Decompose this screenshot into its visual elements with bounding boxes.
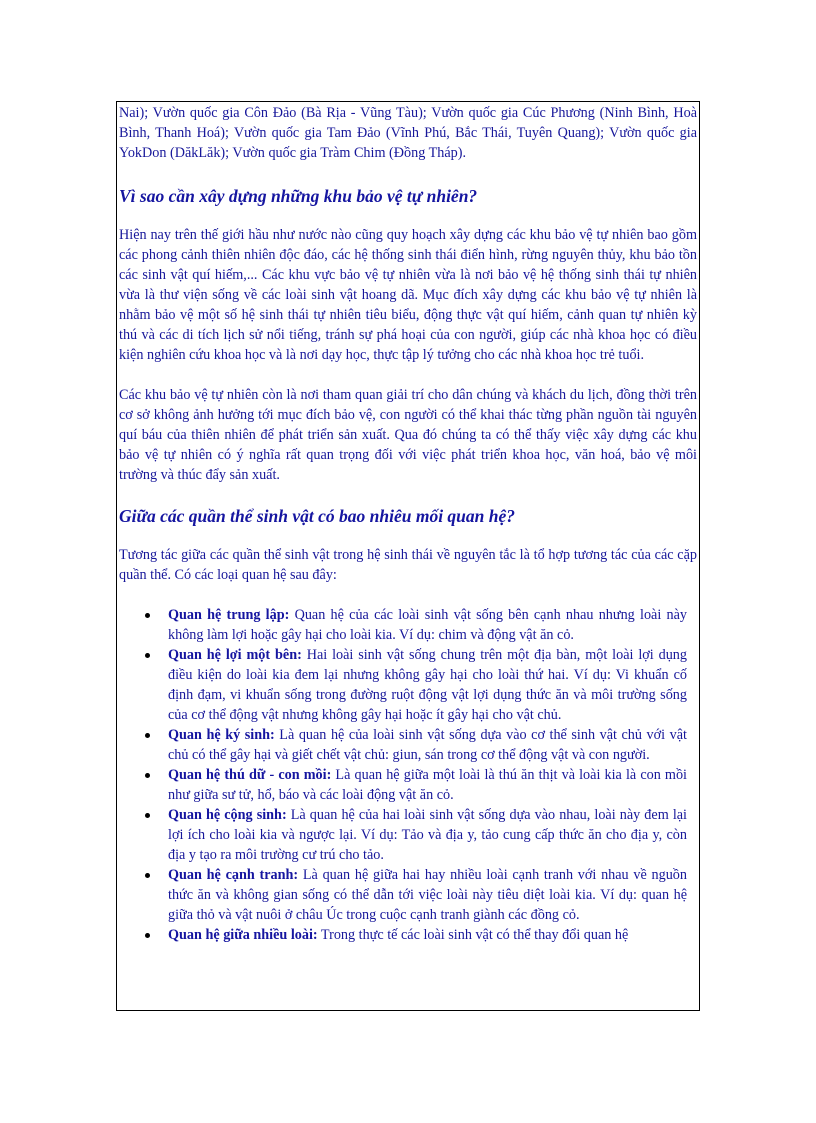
list-item: [168, 725, 697, 765]
list-item-text: Là quan hệ của hai loài sinh vật sống dựa vào nhau, loài này đem lại lợi ích cho loài kia và ngược lại. Ví dụ: Tảo và địa y, tảo cung cấp thức ăn cho địa y, còn địa y tạo ra môi trường cư trú cho tảo.: [168, 807, 687, 863]
list-item-term: Quan hệ giữa nhiều loài:: [168, 927, 318, 943]
list-item: [168, 605, 697, 645]
list-item-text: Hai loài sinh vật sống chung trên một địa bàn, một loài lợi dụng điều kiện do loài kia đem lại nhưng không gây hại cho loài thứ hai. Ví dụ: Vi khuẩn cố định đạm, vi khuẩn sống trong đường ruột động vật lợi dụng thức ăn và môi trường sống của cơ thể động vật nhưng không gây hại hoặc ít gây hại cho vật chủ.: [168, 647, 687, 723]
list-item: [168, 645, 697, 725]
section-heading-protected-areas: Vì sao cần xây dựng những khu bảo vệ tự nhiên?: [119, 186, 478, 206]
list-item-term: Quan hệ cộng sinh:: [168, 807, 287, 823]
section-heading-population-relations: Giữa các quần thể sinh vật có bao nhiêu mối quan hệ?: [119, 506, 516, 526]
paragraph-protected-areas-1: Hiện nay trên thế giới hầu như nước nào cũng quy hoạch xây dựng các khu bảo vệ tự nhiên bao gồm các phong cảnh thiên nhiên độc đáo, các hệ thống sinh thái điển hình, rừng nguyên thủy, khu bảo tồn các sinh vật quí hiếm,... Các khu vực bảo vệ tự nhiên vừa là nơi bảo vệ hệ thống sinh thái tự nhiên vừa là thư viện sống về các loài sinh vật hoang dã. Mục đích xây dựng các khu bảo vệ tự nhiên là nhằm bảo vệ một số hệ sinh thái tự nhiên tiêu biểu, động thực vật quí hiếm, cảnh quan tự nhiên kỳ thú và các di tích lịch sử nổi tiếng, tránh sự phá hoại của con người, giúp các nhà khoa học có điều kiện nghiên cứu khoa học và là nơi dạy học, thực tập lý tưởng cho các nhà khoa học trẻ tuổi.: [119, 227, 697, 363]
list-item-term: Quan hệ ký sinh:: [168, 727, 275, 743]
list-item-term: Quan hệ thú dữ - con mồi:: [168, 767, 332, 783]
paragraph-relations-intro: Tương tác giữa các quần thể sinh vật trong hệ sinh thái về nguyên tắc là tổ hợp tương tác của các cặp quần thể. Có các loại quan hệ sau đây:: [119, 547, 697, 583]
list-item-text: Là quan hệ của loài sinh vật sống dựa vào cơ thể sinh vật chủ với vật chủ có thể gây hại và giết chết vật chủ: giun, sán trong cơ thể động vật và con người.: [168, 727, 687, 763]
list-item-text: Là quan hệ giữa hai hay nhiều loài cạnh tranh với nhau về nguồn thức ăn và không gian sống có thể dẫn tới việc loài này tiêu diệt loài kia. Ví dụ: quan hệ giữa thỏ và vật nuôi ở châu Úc trong cuộc cạnh tranh giành các đồng cỏ.: [168, 867, 687, 923]
list-item: [168, 765, 697, 805]
list-item-text: Trong thực tế các loài sinh vật có thể thay đổi quan hệ: [317, 927, 629, 943]
paragraph-protected-areas-2: Các khu bảo vệ tự nhiên còn là nơi tham quan giải trí cho dân chúng và khách du lịch, đồng thời trên cơ sở không ảnh hưởng tới mục đích bảo vệ, con người có thể khai thác từng phần nguồn tài nguyên quí báu của thiên nhiên để phát triển sản xuất. Qua đó chúng ta có thể thấy việc xây dựng các khu bảo vệ tự nhiên có ý nghĩa rất quan trọng đối với việc phát triển khoa học, văn hoá, bảo vệ môi trường và thúc đẩy sản xuất.: [119, 387, 697, 483]
intro-paragraph: Nai); Vườn quốc gia Côn Đảo (Bà Rịa - Vũng Tàu); Vườn quốc gia Cúc Phương (Ninh Bình, Hoà Bình, Thanh Hoá); Vườn quốc gia Tam Đảo (Vĩnh Phú, Bắc Thái, Tuyên Quang); Vườn quốc gia YokDon (DăkLăk); Vườn quốc gia Tràm Chim (Đồng Tháp).: [119, 105, 697, 161]
page-frame: [116, 101, 700, 1011]
list-item-text: Là quan hệ giữa một loài là thú ăn thịt và loài kia là con mồi như giữa sư tử, hổ, báo và các loài động vật ăn cỏ.: [168, 767, 687, 803]
list-item: [168, 865, 697, 925]
list-item-term: Quan hệ trung lập:: [168, 607, 290, 623]
list-item-term: Quan hệ lợi một bên:: [168, 647, 302, 663]
list-item-term: Quan hệ cạnh tranh:: [168, 867, 299, 883]
relations-list: [119, 605, 697, 945]
list-item: [168, 925, 697, 945]
list-item-text: Quan hệ của các loài sinh vật sống bên cạnh nhau nhưng loài này không làm lợi hoặc gây hại cho loài kia. Ví dụ: chim và động vật ăn cỏ.: [168, 607, 687, 643]
document-content: [117, 102, 699, 945]
list-item: [168, 805, 697, 865]
